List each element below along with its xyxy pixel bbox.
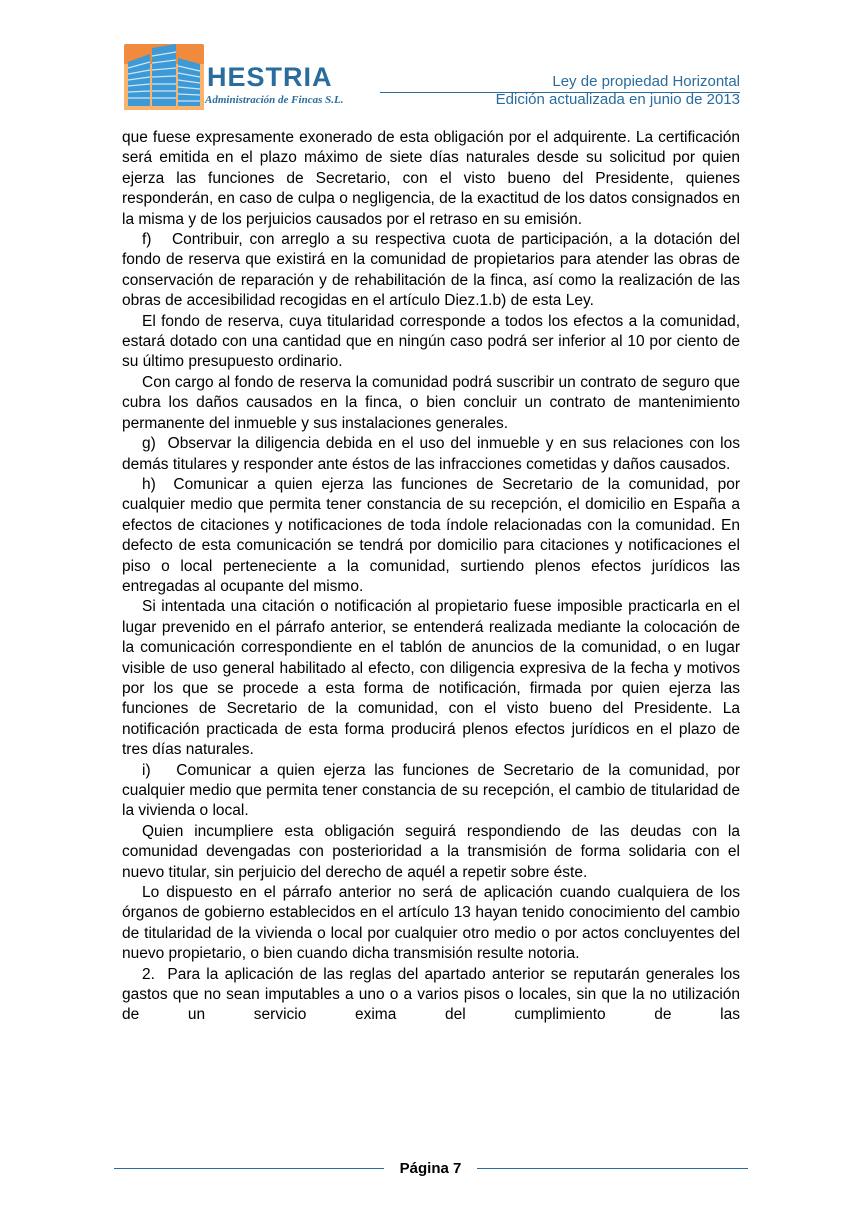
header-titles [496, 73, 740, 109]
paragraph: f) Contribuir, con arreglo a su respectiva cuota de participación, a la dotación del fondo de reserva que existirá en la comunidad de propietarios para atender las obras de conservación de reparación y de rehabilitación de la finca, así como la realización de las obras de accesibilidad recogidas en el artículo Diez.1.b) de esta Ley. [122, 231, 740, 310]
paragraph: Si intentada una citación o notificación al propietario fuese imposible practicarla en el lugar prevenido en el párrafo anterior, se entenderá realizada mediante la colocación de la comunicación correspondiente en el tablón de anuncios de la comunidad, o en lugar visible de uso general habilitado al efecto, con diligencia expresiva de la fecha y motivos por los que se procede a esta forma de notificación, firmada por quien ejerza las funciones de Secretario de la comunidad, con el visto bueno del Presidente. La notificación practicada de esta forma producirá plenos efectos jurídicos en el plazo de tres días naturales. [122, 598, 740, 759]
page-number: Página 7 [399, 1160, 462, 1177]
paragraph: que fuese expresamente exonerado de esta obligación por el adquirente. La certificación será emitida en el plazo máximo de siete días naturales desde su solicitud por quien ejerza las funciones de Secretario, con el visto bueno del Presidente, quienes responderán, en caso de culpa o negligencia, de la exactitud de los datos consignados en la misma y de los perjuicios causados por el retraso en su emisión. [122, 129, 740, 228]
logo-subtitle: Administración de Fincas S.L. [205, 94, 344, 106]
paragraph: El fondo de reserva, cuya titularidad corresponde a todos los efectos a la comunidad, estará dotado con una cantidad que en ningún caso podrá ser inferior al 10 por ciento de su último presupuesto ordinario. [122, 312, 740, 371]
paragraph: 2. Para la aplicación de las reglas del apartado anterior se reputarán generales los gastos que no sean imputables a uno o a varios pisos o locales, sin que la no utilización de un servicio exima del cumplimiento de las [122, 965, 740, 1024]
document-body [122, 128, 740, 1026]
document-title: Ley de propiedad Horizontal [552, 73, 740, 90]
paragraph: g) Observar la diligencia debida en el uso del inmueble y en sus relaciones con los demás titulares y responder ante éstos de las infracciones cometidas y daños causados. [122, 435, 740, 473]
footer-divider-right [477, 1168, 748, 1169]
paragraph: h) Comunicar a quien ejerza las funciones de Secretario de la comunidad, por cualquier medio que permita tener constancia de su recepción, el domicilio en España a efectos de citaciones y notificaciones de toda índole relacionadas con la comunidad. En defecto de esta comunicación se tendrá por domicilio para citaciones y notificaciones el piso o local perteneciente a la comunidad, surtiendo plenos efectos jurídicos las entregadas al ocupante del mismo. [122, 475, 740, 595]
paragraph: Con cargo al fondo de reserva la comunidad podrá suscribir un contrato de seguro que cubra los daños causados en la finca, o bien concluir un contrato de mantenimiento permanente del inmueble y sus instalaciones generales. [122, 373, 740, 432]
edition-note: Edición actualizada en junio de 2013 [495, 91, 740, 108]
paragraph: Quien incumpliere esta obligación seguirá respondiendo de las deudas con la comunidad devengadas con posterioridad a la transmisión de forma solidaria con el nuevo titular, sin perjuicio del derecho de aquél a repetir sobre éste. [122, 822, 740, 881]
logo-name: HESTRIA [207, 62, 333, 92]
footer-divider-left [114, 1168, 384, 1169]
page-header [0, 0, 862, 120]
paragraph: Lo dispuesto en el párrafo anterior no será de aplicación cuando cualquiera de los órganos de gobierno establecidos en el artículo 13 hayan tenido conocimiento del cambio de titularidad de la vivienda o local por cualquier otro medio o por actos concluyentes del nuevo propietario, o bien cuando dicha transmisión resulte notoria. [122, 884, 740, 963]
paragraph: i) Comunicar a quien ejerza las funciones de Secretario de la comunidad, por cualquier medio que permita tener constancia de su recepción, el cambio de titularidad de la vivienda o local. [122, 761, 740, 820]
